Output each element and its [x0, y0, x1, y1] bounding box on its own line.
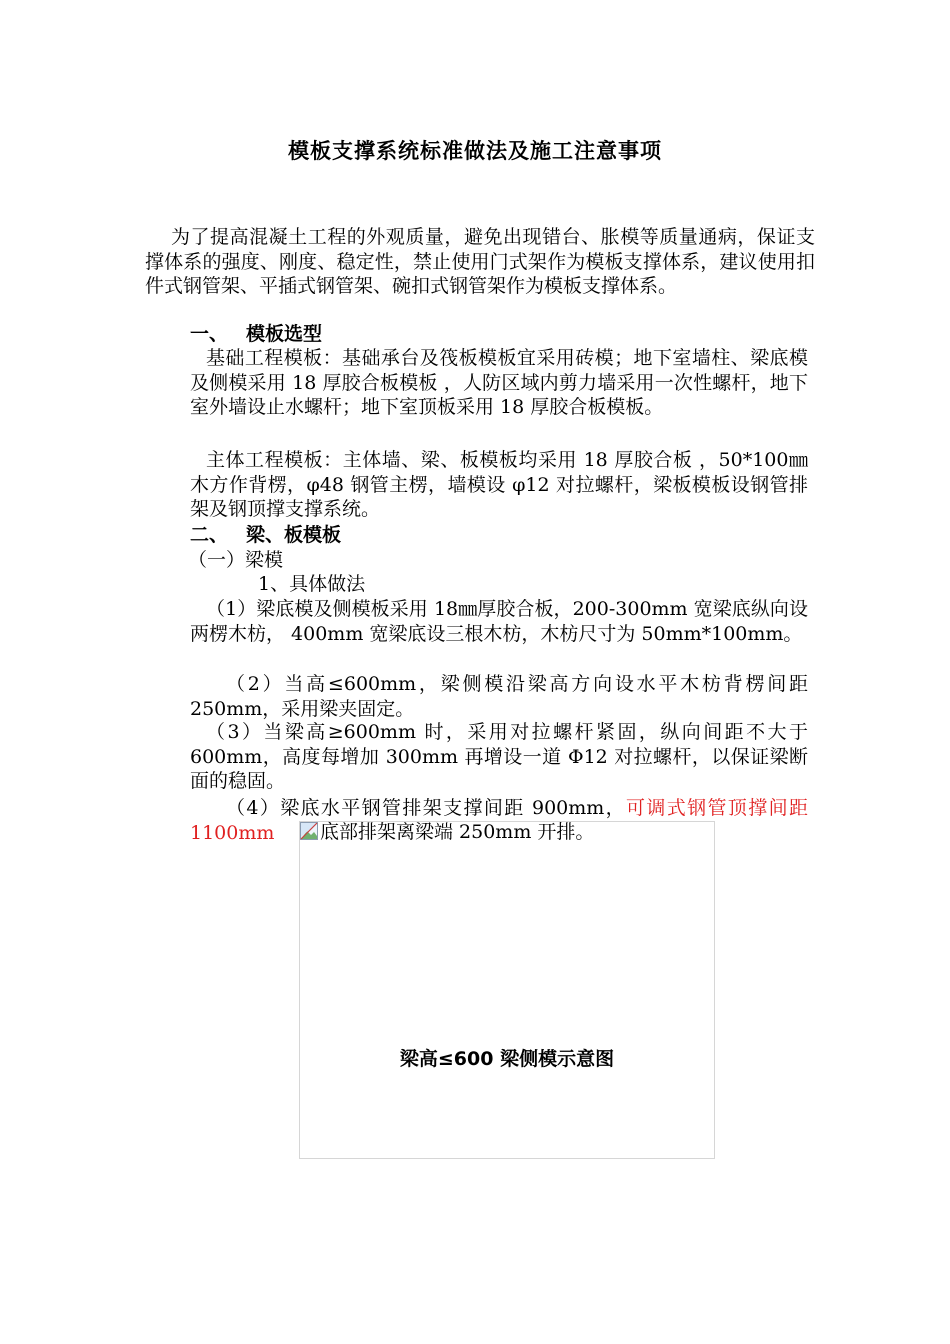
main-formwork-paragraph: 主体工程模板：主体墙、梁、板模板均采用 18 厚胶合板 ，50*100㎜木方作背楞，φ48 钢管主楞，墙模设 φ12 对拉螺杆，梁板模板设钢管排架及钢顶撑支撑系统。: [190, 449, 808, 520]
section-1-number: 一、: [190, 323, 229, 345]
section-1-title: 模板选型: [246, 323, 323, 345]
broken-image-icon: [300, 822, 318, 840]
beam-side-formwork-figure: [299, 821, 715, 1159]
foundation-formwork-paragraph: 基础工程模板：基础承台及筏板模板宜采用砖模；地下室墙柱、梁底模及侧模采用 18 厚胶合板模板 ，人防区域内剪力墙采用一次性螺杆，地下室外墙设止水螺杆；地下室顶板采用 18 厚胶合板模板。: [190, 347, 808, 418]
section-2-number: 二、: [190, 524, 229, 546]
figure-caption: 梁高≤600 梁侧模示意图: [399, 1048, 615, 1070]
section-2-heading: [190, 523, 341, 547]
intro-paragraph: 为了提高混凝土工程的外观质量，避免出现错台、胀模等质量通病，保证支撑体系的强度、刚度、稳定性，禁止使用门式架作为模板支撑体系，建议使用扣件式钢管架、平插式钢管架、碗扣式钢管架作为模板支撑体系。: [145, 226, 815, 297]
item-3: （3）当梁高≥600mm 时，采用对拉螺杆紧固，纵向间距不大于 600mm，高度每增加 300mm 再增设一道 Φ12 对拉螺杆，以保证梁断面的稳固。: [190, 721, 808, 792]
subsection-method: 1、具体做法: [258, 573, 366, 595]
item-2: （2）当高≤600mm，梁侧模沿梁高方向设水平木枋背楞间距 250mm，采用梁夹固定。: [190, 673, 808, 720]
item-1: （1）梁底模及侧模板采用 18㎜厚胶合板，200-300mm 宽梁底纵向设两楞木枋， 400mm 宽梁底设三根木枋，木枋尺寸为 50mm*100mm。: [190, 598, 808, 645]
section-1-heading: [190, 322, 322, 346]
item-4-text: （4）梁底水平钢管排架支撑间距 900mm，: [226, 797, 627, 819]
item-4-highlight: 可调式钢管顶撑间距 1100mm: [190, 797, 808, 844]
subsection-beam: （一）梁模: [188, 549, 284, 571]
document-title: 模板支撑系统标准做法及施工注意事项: [288, 139, 662, 163]
section-2-title: 梁、板模板: [246, 524, 342, 546]
item-4-tail: 底部排架离梁端 250mm 开排。: [320, 821, 595, 843]
